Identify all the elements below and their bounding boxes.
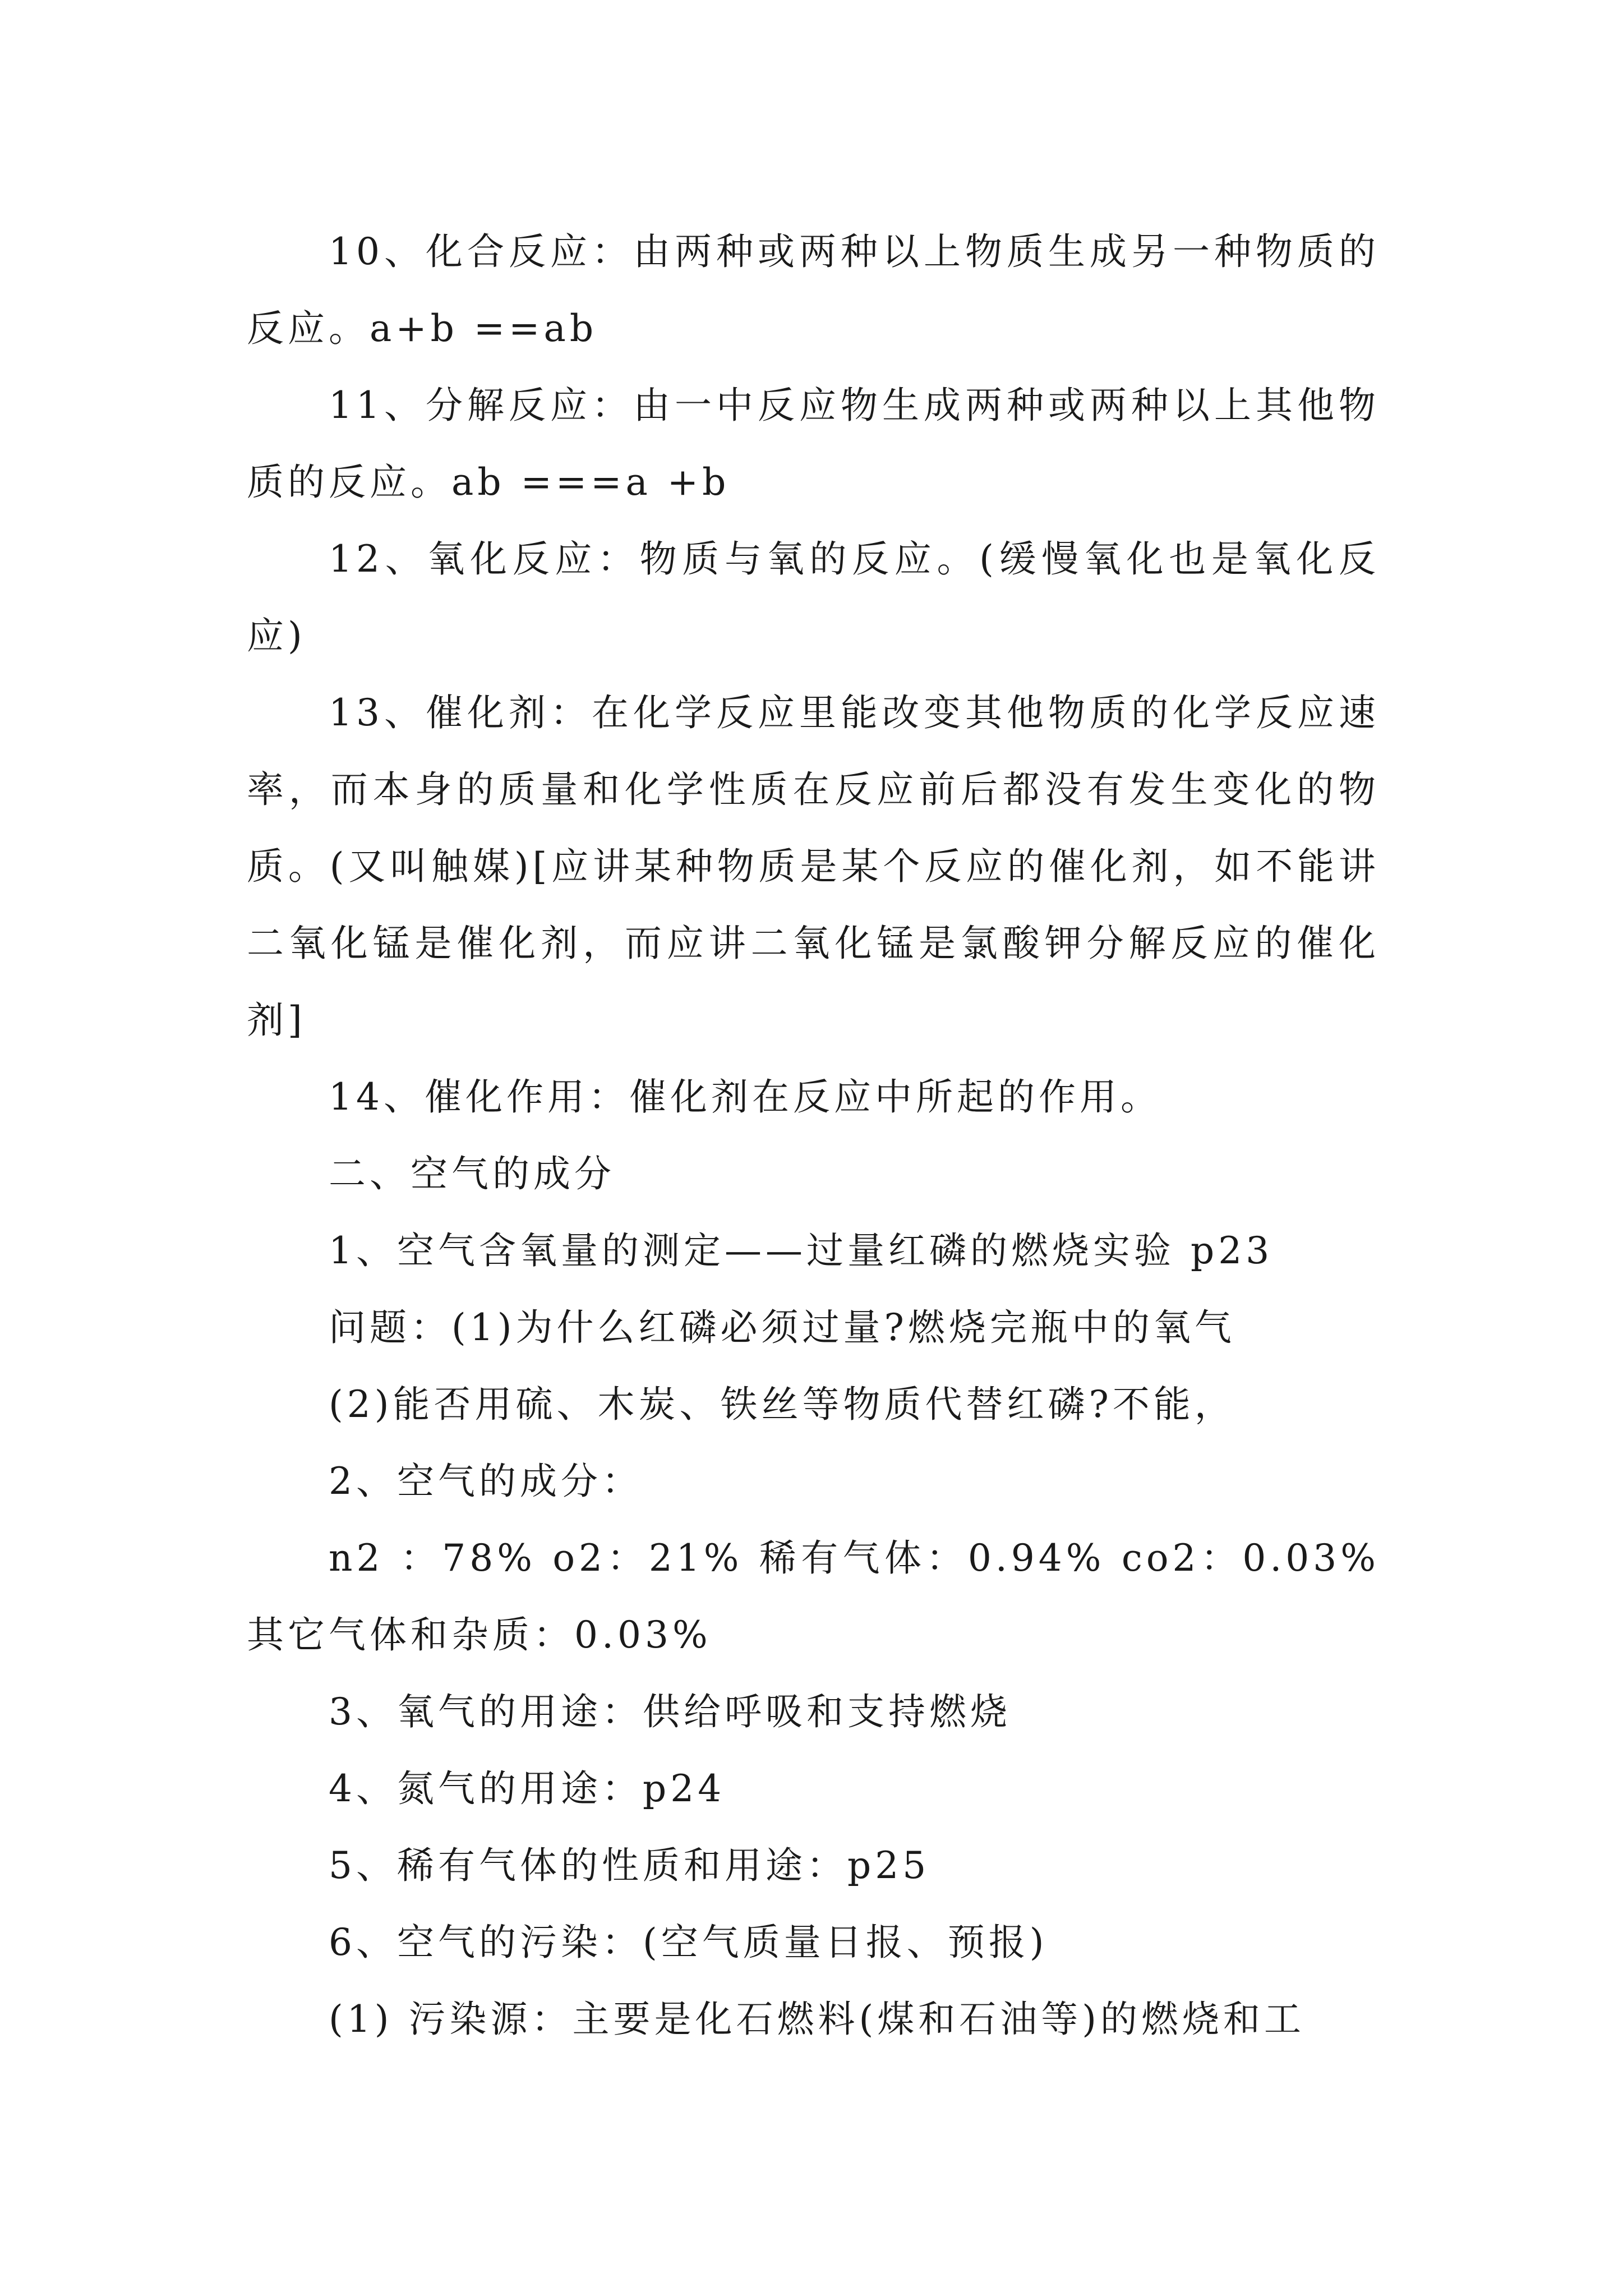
paragraph-oxidation-reaction: 12、氧化反应：物质与氧的反应。(缓慢氧化也是氧化反应) [247, 537, 1380, 657]
paragraph-noble-gases: 5、稀有气体的性质和用途：p25 [329, 1844, 930, 1887]
paragraph-pollution-sources: (1) 污染源：主要是化石燃料(煤和石油等)的燃烧和工 [329, 1998, 1305, 2041]
paragraph-decomposition-reaction: 11、分解反应：由一中反应物生成两种或两种以上其他物质的反应。ab ===a +b [247, 384, 1380, 504]
paragraph-nitrogen-uses: 4、氮气的用途：p24 [329, 1767, 726, 1810]
paragraph-air-components-detail: n2 ：78% o2：21% 稀有气体：0.94% co2：0.03% 其它气体和杂质：0.03% [247, 1536, 1380, 1657]
paragraph-catalysis: 14、催化作用：催化剂在反应中所起的作用。 [329, 1075, 1161, 1119]
paragraph-question-2: (2)能否用硫、木炭、铁丝等物质代替红磷?不能， [329, 1383, 1235, 1426]
paragraph-oxygen-uses: 3、氧气的用途：供给呼吸和支持燃烧 [329, 1690, 1011, 1733]
paragraph-combination-reaction: 10、化合反应：由两种或两种以上物质生成另一种物质的反应。a+b ==ab [247, 230, 1380, 350]
paragraph-air-components-heading: 2、空气的成分： [329, 1460, 643, 1503]
paragraph-catalyst: 13、催化剂：在化学反应里能改变其他物质的化学反应速率，而本身的质量和化学性质在反应前后都没有发生变化的物质。(又叫触媒)[应讲某种物质是某个反应的催化剂，如不能讲二氧化锰是催化剂，而应讲二氧化锰是氯酸钾分解反应的催化剂] [247, 691, 1380, 1042]
paragraph-air-pollution: 6、空气的污染：(空气质量日报、预报) [329, 1921, 1048, 1964]
paragraph-oxygen-content-test: 1、空气含氧量的测定——过量红磷的燃烧实验 p23 [329, 1229, 1274, 1272]
section-heading-air-composition: 二、空气的成分 [329, 1152, 615, 1195]
document-body [247, 213, 1380, 2058]
paragraph-question-1: 问题：(1)为什么红磷必须过量?燃烧完瓶中的氧气 [329, 1306, 1235, 1349]
